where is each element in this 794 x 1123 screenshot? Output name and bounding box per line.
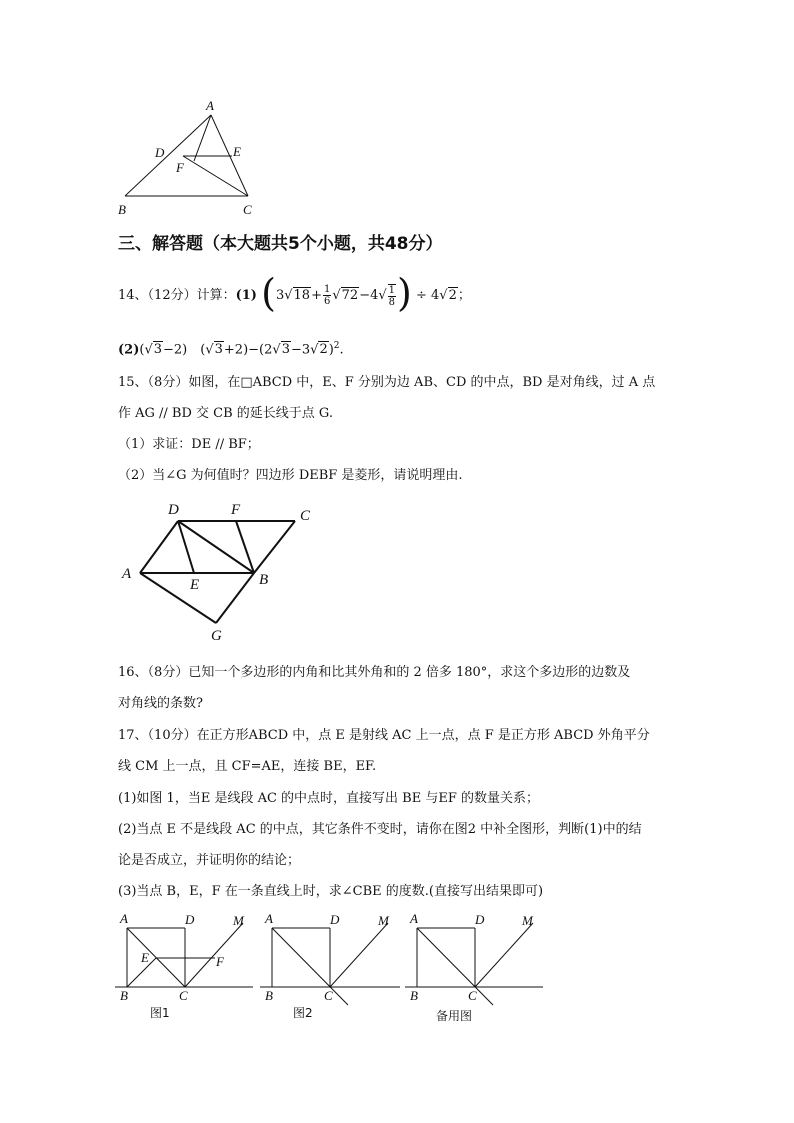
fig1-label-m: M bbox=[233, 913, 244, 928]
label-d: D bbox=[155, 145, 165, 160]
p2-r2: 3 bbox=[214, 342, 223, 358]
fig1-caption: 图1 bbox=[150, 1006, 170, 1020]
label-f: F bbox=[231, 502, 241, 518]
p1-end: ； bbox=[457, 288, 471, 303]
label-b: B bbox=[259, 572, 269, 588]
q17-part1: (1)如图 1，当E 是线段 AC 的中点时，直接写出 BE 与EF 的数量关系； bbox=[118, 791, 539, 806]
q16-line2: 对角线的条数? bbox=[118, 696, 203, 711]
q17-part3: (3)当点 B，E，F 在一条直线上时，求∠CBE 的度数.(直接写出结果即可) bbox=[118, 884, 544, 899]
parallelogram-figure bbox=[130, 505, 310, 640]
label-e: E bbox=[190, 577, 200, 593]
label-g: G bbox=[211, 628, 222, 644]
label-a: A bbox=[206, 98, 214, 113]
figure-1 bbox=[115, 915, 265, 1010]
q15-part2: （2）当∠G 为何值时？四边形 DEBF 是菱形，请说明理由. bbox=[118, 468, 463, 483]
fig2-label-a: A bbox=[265, 911, 273, 926]
p1-frac2-num: 1 bbox=[388, 284, 396, 296]
p2-r3: 3 bbox=[281, 342, 290, 358]
q15-part1: （1）求证：DE // BF； bbox=[118, 437, 260, 452]
label-e: E bbox=[233, 144, 241, 159]
p1-frac2-den: 8 bbox=[388, 296, 396, 308]
segment-af bbox=[194, 115, 211, 161]
p2-end: . bbox=[339, 342, 344, 358]
p2-r4: 2 bbox=[319, 342, 328, 358]
q14-part1-label: (1) bbox=[235, 288, 257, 303]
fig3-caption: 备用图 bbox=[436, 1009, 473, 1023]
fig3-label-b: B bbox=[410, 988, 418, 1003]
edge-ag bbox=[140, 573, 216, 623]
p1-minus: −4 bbox=[359, 288, 379, 303]
q17-part2b: 论是否成立，并证明你的结论； bbox=[118, 853, 301, 868]
fig3-label-m: M bbox=[522, 913, 533, 928]
fig1-label-c: C bbox=[179, 988, 188, 1003]
p2-r1: 3 bbox=[153, 342, 163, 358]
p1-frac bbox=[323, 284, 331, 307]
edge-fb bbox=[236, 521, 254, 573]
p2-mid3: −3 bbox=[290, 342, 311, 358]
fig2-label-m: M bbox=[378, 913, 389, 928]
q17-line2: 线 CM 上一点，且 CF=AE，连接 BE，EF. bbox=[118, 759, 377, 774]
p1-plus: + bbox=[311, 288, 322, 303]
q14-verb: 计算： bbox=[196, 288, 236, 303]
p1-c1: 3 bbox=[275, 288, 285, 303]
edge-de bbox=[178, 521, 194, 573]
p2-exp: 2 bbox=[333, 341, 340, 351]
label-f: F bbox=[176, 160, 184, 175]
q14-part1: 14、（12分）计算：(1) (3√18+ $\frac{1}{6}$ √72−4√ $\frac{1}{8}$ ) ÷ 4√2； bbox=[118, 271, 471, 315]
fig2-caption: 图2 bbox=[293, 1006, 313, 1020]
p1-frac-den: 6 bbox=[323, 296, 331, 307]
label-b: B bbox=[118, 202, 126, 217]
fig1-label-f: F bbox=[216, 954, 224, 969]
p2-mid2: +2)−(2 bbox=[223, 342, 273, 358]
p1-frac-num: 1 bbox=[323, 284, 331, 295]
q15-line2: 作 AG // BD 交 CB 的延长线于点 G. bbox=[118, 406, 333, 421]
q17-part2a: (2)当点 E 不是线段 AC 的中点，其它条件不变时，请你在图2 中补全图形，判断(1)中的结 bbox=[118, 822, 642, 837]
fig1-label-d: D bbox=[185, 912, 195, 927]
p1-r1: 18 bbox=[293, 288, 311, 303]
edge-da bbox=[140, 521, 178, 573]
fig3-label-d: D bbox=[475, 912, 485, 927]
q14-number: 14、 bbox=[118, 288, 148, 303]
fig2-label-b: B bbox=[265, 988, 273, 1003]
fig2-label-d: D bbox=[330, 912, 340, 927]
label-c: C bbox=[243, 202, 252, 217]
fig1-label-e: E bbox=[141, 950, 149, 965]
p2-open: ( bbox=[139, 342, 145, 358]
fig1-label-a: A bbox=[120, 911, 128, 926]
fig3-label-c: C bbox=[468, 988, 477, 1003]
edge-db bbox=[178, 521, 254, 573]
segment-dc bbox=[183, 156, 248, 196]
p1-r3: 2 bbox=[448, 288, 457, 303]
label-c: C bbox=[300, 508, 311, 524]
p2-mid1: −2) ( bbox=[163, 342, 206, 358]
figure-2 bbox=[260, 915, 410, 1010]
fig1-label-b: B bbox=[120, 988, 128, 1003]
q16-line1: 16、（8分）已知一个多边形的内角和比其外角和的 2 倍多 180°，求这个多边形的边数及 bbox=[118, 665, 631, 680]
p2-close: ) bbox=[328, 342, 334, 358]
section-title: 三、解答题（本大题共5个小题，共48分） bbox=[118, 234, 443, 254]
figure-backup bbox=[405, 915, 555, 1010]
q15-line1: 15、（8分）如图，在□ABCD 中，E、F 分别为边 AB、CD 的中点，BD 是对角线，过 A 点 bbox=[118, 375, 656, 390]
q14-part2-label: (2) bbox=[118, 342, 140, 358]
edge-bg bbox=[216, 573, 254, 623]
fig3-label-a: A bbox=[410, 911, 418, 926]
q14-points: （12分） bbox=[147, 288, 197, 303]
fig2-label-c: C bbox=[324, 988, 333, 1003]
edge-cb bbox=[254, 521, 295, 573]
p1-frac2 bbox=[388, 284, 396, 308]
q17-line1: 17、（10分）在正方形ABCD 中，点 E 是射线 AC 上一点，点 F 是正方形 ABCD 外角平分 bbox=[118, 728, 650, 743]
p1-r2: 72 bbox=[341, 288, 359, 303]
p1-div: ÷ 4 bbox=[416, 288, 440, 303]
label-a: A bbox=[122, 566, 132, 582]
label-d: D bbox=[168, 502, 179, 518]
q14-part2: (2)(√3−2) $(√3+2)-(2√3-3√2)^2$. bbox=[118, 341, 344, 358]
